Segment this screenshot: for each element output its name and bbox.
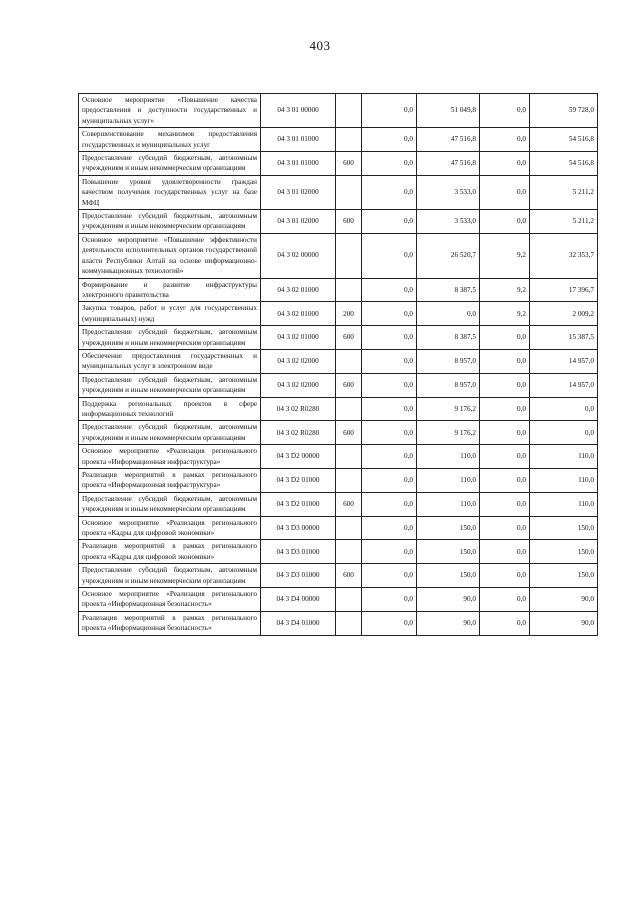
expense-type-cell: 200 — [336, 302, 362, 326]
amount-cell-4: 150,0 — [530, 564, 598, 588]
amount-cell-2: 90,0 — [417, 588, 480, 612]
amount-cell-1: 0,0 — [362, 611, 417, 635]
item-name-cell: Обеспечение предоставления государственных и муниципальных услуг в электронном виде — [79, 349, 261, 373]
amount-cell-4: 54 516,8 — [530, 152, 598, 176]
amount-cell-4: 0,0 — [530, 397, 598, 421]
expense-type-cell — [336, 445, 362, 469]
amount-cell-3: 0,0 — [480, 421, 530, 445]
amount-cell-3: 0,0 — [480, 175, 530, 209]
table-row — [79, 373, 598, 397]
amount-cell-4: 110,0 — [530, 469, 598, 493]
amount-cell-1: 0,0 — [362, 94, 417, 128]
item-name-cell: Основное мероприятие «Реализация регионального проекта «Информационная безопасность» — [79, 588, 261, 612]
amount-cell-4: 54 516,8 — [530, 128, 598, 152]
item-name-cell: Повышение уровня удовлетворенности граждан качеством получения государственных услуг на базе МФЦ — [79, 175, 261, 209]
amount-cell-1: 0,0 — [362, 588, 417, 612]
amount-cell-1: 0,0 — [362, 278, 417, 302]
expense-type-cell: 600 — [336, 492, 362, 516]
budget-table — [78, 93, 598, 636]
item-name-cell: Предоставление субсидий бюджетным, автономным учреждениям и иным некоммерческим организациям — [79, 152, 261, 176]
amount-cell-4: 150,0 — [530, 516, 598, 540]
amount-cell-2: 110,0 — [417, 492, 480, 516]
item-name-cell: Реализация мероприятий в рамках регионального проекта «Информационная инфраструктура» — [79, 469, 261, 493]
amount-cell-2: 9 176,2 — [417, 421, 480, 445]
budget-code-cell: 04 3 D2 01000 — [261, 492, 336, 516]
amount-cell-4: 0,0 — [530, 421, 598, 445]
amount-cell-2: 110,0 — [417, 469, 480, 493]
amount-cell-3: 0,0 — [480, 516, 530, 540]
amount-cell-3: 0,0 — [480, 152, 530, 176]
amount-cell-1: 0,0 — [362, 302, 417, 326]
amount-cell-2: 3 533,0 — [417, 175, 480, 209]
expense-type-cell — [336, 611, 362, 635]
item-name-cell: Основное мероприятие «Повышение эффективности деятельности исполнительных органов государственной власти Республики Алтай на основе информационно-коммуникационных технологий» — [79, 233, 261, 278]
amount-cell-4: 150,0 — [530, 540, 598, 564]
expense-type-cell — [336, 540, 362, 564]
budget-code-cell: 04 3 01 02000 — [261, 175, 336, 209]
table-body — [79, 94, 598, 636]
expense-type-cell — [336, 233, 362, 278]
amount-cell-1: 0,0 — [362, 516, 417, 540]
table-row — [79, 233, 598, 278]
expense-type-cell — [336, 94, 362, 128]
budget-code-cell: 04 3 D2 00000 — [261, 445, 336, 469]
budget-code-cell: 04 3 02 00000 — [261, 233, 336, 278]
table-row — [79, 152, 598, 176]
amount-cell-3: 9,2 — [480, 278, 530, 302]
amount-cell-3: 0,0 — [480, 397, 530, 421]
item-name-cell: Основное мероприятие «Реализация регионального проекта «Информационная инфраструктура» — [79, 445, 261, 469]
budget-code-cell: 04 3 02 R0280 — [261, 421, 336, 445]
amount-cell-1: 0,0 — [362, 233, 417, 278]
amount-cell-3: 0,0 — [480, 445, 530, 469]
expense-type-cell: 600 — [336, 210, 362, 234]
expense-type-cell — [336, 588, 362, 612]
budget-code-cell: 04 3 01 01000 — [261, 152, 336, 176]
amount-cell-4: 32 353,7 — [530, 233, 598, 278]
budget-code-cell: 04 3 01 02000 — [261, 210, 336, 234]
amount-cell-1: 0,0 — [362, 152, 417, 176]
amount-cell-2: 150,0 — [417, 516, 480, 540]
amount-cell-1: 0,0 — [362, 397, 417, 421]
budget-code-cell: 04 3 01 00000 — [261, 94, 336, 128]
amount-cell-2: 9 176,2 — [417, 397, 480, 421]
amount-cell-2: 8 957,0 — [417, 349, 480, 373]
expense-type-cell: 600 — [336, 152, 362, 176]
table-row — [79, 421, 598, 445]
budget-code-cell: 04 3 02 R0280 — [261, 397, 336, 421]
amount-cell-2: 8 957,0 — [417, 373, 480, 397]
budget-code-cell: 04 3 02 01000 — [261, 278, 336, 302]
amount-cell-2: 26 520,7 — [417, 233, 480, 278]
amount-cell-3: 0,0 — [480, 469, 530, 493]
expense-type-cell — [336, 175, 362, 209]
amount-cell-4: 14 957,0 — [530, 373, 598, 397]
amount-cell-1: 0,0 — [362, 492, 417, 516]
amount-cell-2: 8 387,5 — [417, 278, 480, 302]
amount-cell-1: 0,0 — [362, 373, 417, 397]
amount-cell-3: 0,0 — [480, 564, 530, 588]
amount-cell-4: 14 957,0 — [530, 349, 598, 373]
item-name-cell: Предоставление субсидий бюджетным, автономным учреждениям и иным некоммерческим организациям — [79, 326, 261, 350]
budget-code-cell: 04 3 D3 01000 — [261, 564, 336, 588]
table-row — [79, 302, 598, 326]
amount-cell-3: 9,2 — [480, 233, 530, 278]
expense-type-cell — [336, 128, 362, 152]
amount-cell-2: 8 387,5 — [417, 326, 480, 350]
amount-cell-3: 0,0 — [480, 210, 530, 234]
expense-type-cell — [336, 278, 362, 302]
table-row — [79, 210, 598, 234]
budget-code-cell: 04 3 02 01000 — [261, 302, 336, 326]
table-row — [79, 397, 598, 421]
budget-code-cell: 04 3 01 01000 — [261, 128, 336, 152]
amount-cell-1: 0,0 — [362, 175, 417, 209]
table-row — [79, 611, 598, 635]
amount-cell-2: 0,0 — [417, 302, 480, 326]
amount-cell-4: 90,0 — [530, 588, 598, 612]
table-row — [79, 326, 598, 350]
table-row — [79, 175, 598, 209]
table-row — [79, 540, 598, 564]
item-name-cell: Поддержка региональных проектов в сфере информационных технологий — [79, 397, 261, 421]
budget-code-cell: 04 3 02 01000 — [261, 326, 336, 350]
budget-code-cell: 04 3 D2 01000 — [261, 469, 336, 493]
amount-cell-3: 0,0 — [480, 611, 530, 635]
amount-cell-1: 0,0 — [362, 349, 417, 373]
table-row — [79, 445, 598, 469]
item-name-cell: Предоставление субсидий бюджетным, автономным учреждениям и иным некоммерческим организациям — [79, 492, 261, 516]
amount-cell-3: 0,0 — [480, 128, 530, 152]
item-name-cell: Предоставление субсидий бюджетным, автономным учреждениям и иным некоммерческим организациям — [79, 210, 261, 234]
table-row — [79, 94, 598, 128]
budget-code-cell: 04 3 D4 00000 — [261, 588, 336, 612]
amount-cell-3: 9,2 — [480, 302, 530, 326]
amount-cell-4: 110,0 — [530, 445, 598, 469]
table-row — [79, 278, 598, 302]
expense-type-cell — [336, 469, 362, 493]
amount-cell-4: 5 211,2 — [530, 210, 598, 234]
budget-code-cell: 04 3 D3 01000 — [261, 540, 336, 564]
amount-cell-2: 3 533,0 — [417, 210, 480, 234]
expense-type-cell: 600 — [336, 421, 362, 445]
item-name-cell: Предоставление субсидий бюджетным, автономным учреждениям и иным некоммерческим организациям — [79, 373, 261, 397]
amount-cell-3: 0,0 — [480, 349, 530, 373]
item-name-cell: Закупка товаров, работ и услуг для государственных (муниципальных) нужд — [79, 302, 261, 326]
amount-cell-4: 17 396,7 — [530, 278, 598, 302]
table-row — [79, 588, 598, 612]
budget-code-cell: 04 3 02 02000 — [261, 349, 336, 373]
amount-cell-2: 110,0 — [417, 445, 480, 469]
amount-cell-3: 0,0 — [480, 540, 530, 564]
amount-cell-1: 0,0 — [362, 540, 417, 564]
amount-cell-2: 47 516,8 — [417, 152, 480, 176]
amount-cell-1: 0,0 — [362, 421, 417, 445]
budget-code-cell: 04 3 02 02000 — [261, 373, 336, 397]
table-row — [79, 516, 598, 540]
item-name-cell: Реализация мероприятий в рамках регионального проекта «Информационная безопасность» — [79, 611, 261, 635]
budget-code-cell: 04 3 D4 01000 — [261, 611, 336, 635]
amount-cell-4: 110,0 — [530, 492, 598, 516]
amount-cell-2: 47 516,8 — [417, 128, 480, 152]
table-row — [79, 349, 598, 373]
amount-cell-1: 0,0 — [362, 210, 417, 234]
amount-cell-3: 0,0 — [480, 492, 530, 516]
amount-cell-2: 90,0 — [417, 611, 480, 635]
table-row — [79, 469, 598, 493]
amount-cell-4: 15 387,5 — [530, 326, 598, 350]
amount-cell-2: 150,0 — [417, 540, 480, 564]
amount-cell-3: 0,0 — [480, 588, 530, 612]
table-row — [79, 564, 598, 588]
expense-type-cell: 600 — [336, 564, 362, 588]
table-row — [79, 128, 598, 152]
item-name-cell: Основное мероприятие «Реализация регионального проекта «Кадры для цифровой экономики» — [79, 516, 261, 540]
amount-cell-1: 0,0 — [362, 469, 417, 493]
expense-type-cell: 600 — [336, 326, 362, 350]
amount-cell-1: 0,0 — [362, 326, 417, 350]
amount-cell-1: 0,0 — [362, 564, 417, 588]
amount-cell-4: 59 728,0 — [530, 94, 598, 128]
item-name-cell: Предоставление субсидий бюджетным, автономным учреждениям и иным некоммерческим организациям — [79, 421, 261, 445]
amount-cell-1: 0,0 — [362, 128, 417, 152]
amount-cell-4: 5 211,2 — [530, 175, 598, 209]
amount-cell-3: 0,0 — [480, 373, 530, 397]
item-name-cell: Реализация мероприятий в рамках регионального проекта «Кадры для цифровой экономики» — [79, 540, 261, 564]
amount-cell-2: 150,0 — [417, 564, 480, 588]
expense-type-cell — [336, 516, 362, 540]
expense-type-cell: 600 — [336, 373, 362, 397]
amount-cell-1: 0,0 — [362, 445, 417, 469]
item-name-cell: Предоставление субсидий бюджетным, автономным учреждениям и иным некоммерческим организациям — [79, 564, 261, 588]
budget-code-cell: 04 3 D3 00000 — [261, 516, 336, 540]
table-row — [79, 492, 598, 516]
amount-cell-3: 0,0 — [480, 94, 530, 128]
item-name-cell: Совершенствование механизмов предоставления государственных и муниципальных услуг — [79, 128, 261, 152]
amount-cell-3: 0,0 — [480, 326, 530, 350]
item-name-cell: Формирование и развитие инфраструктуры электронного правительства — [79, 278, 261, 302]
page-number: 403 — [309, 38, 331, 53]
amount-cell-4: 2 009,2 — [530, 302, 598, 326]
amount-cell-4: 90,0 — [530, 611, 598, 635]
amount-cell-2: 51 049,8 — [417, 94, 480, 128]
item-name-cell: Основное мероприятие «Повышение качества предоставления и доступности государственных и муниципальных услуг» — [79, 94, 261, 128]
expense-type-cell — [336, 349, 362, 373]
expense-type-cell — [336, 397, 362, 421]
